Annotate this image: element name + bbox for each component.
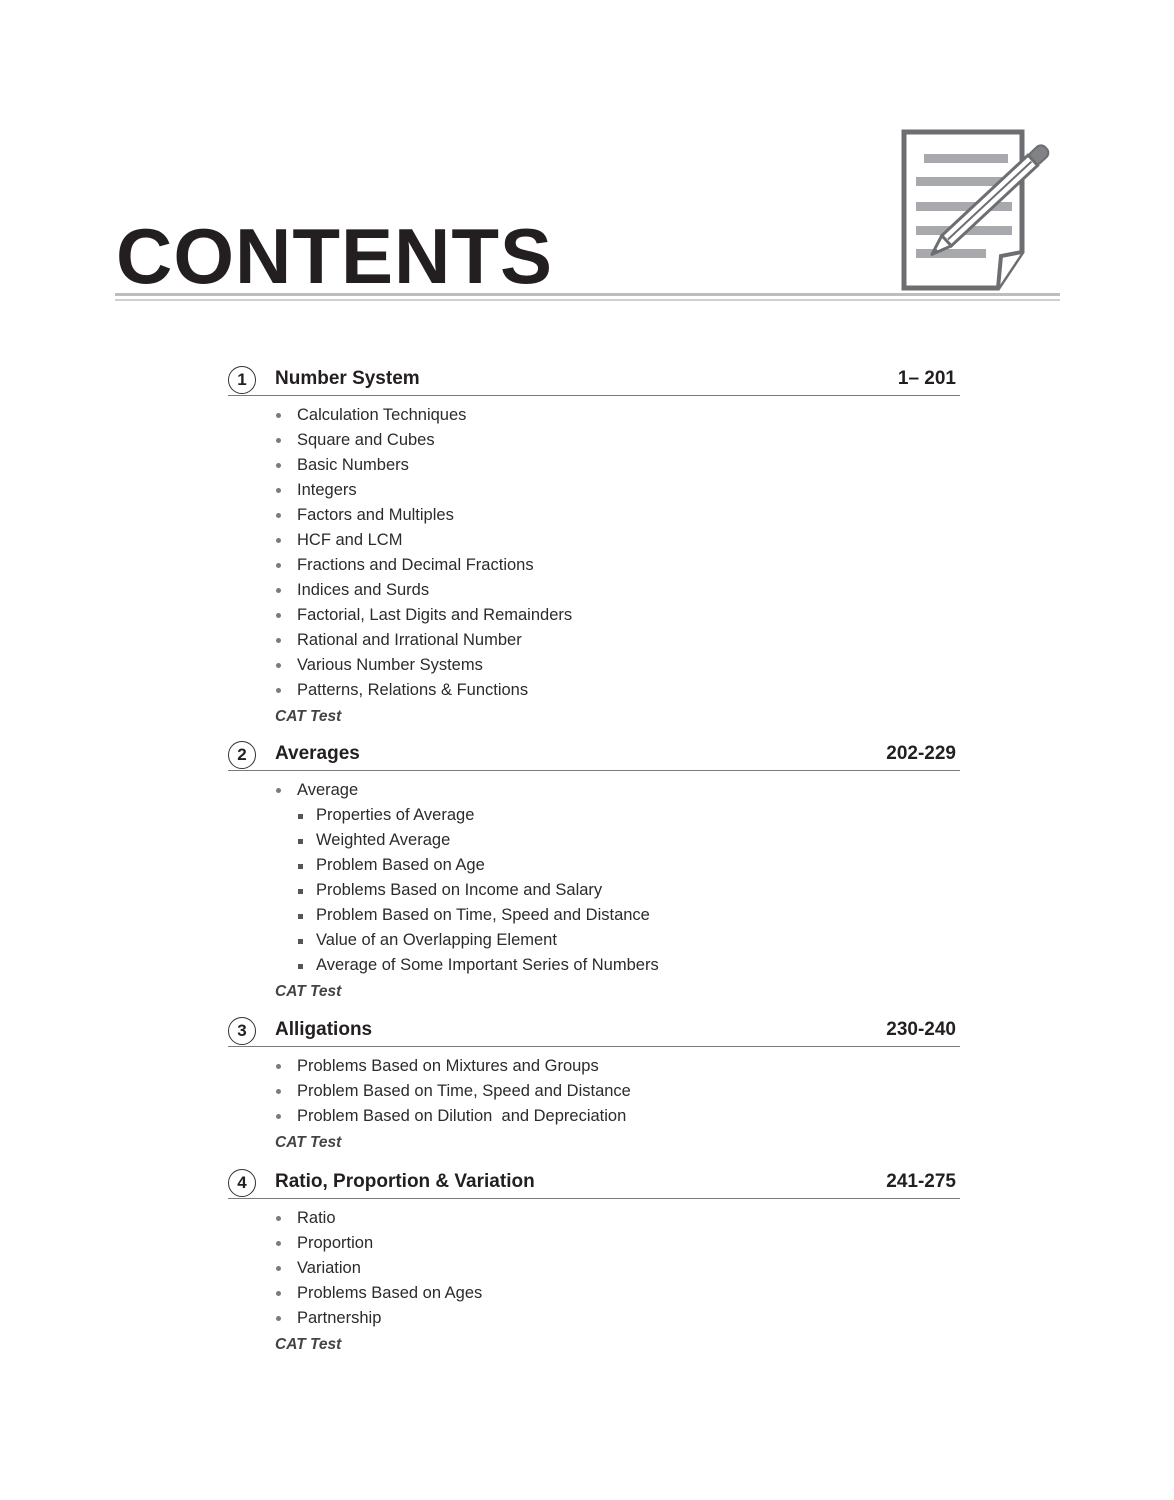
chapter-number-system xyxy=(228,365,960,730)
chapter-number-badge: 4 xyxy=(228,1169,256,1197)
square-bullet-icon xyxy=(298,914,303,919)
chapter-test-label: CAT Test xyxy=(275,983,342,1000)
topic-item xyxy=(228,478,960,503)
subtopic-label: Weighted Average xyxy=(316,831,451,849)
bullet-icon xyxy=(276,688,281,693)
chapter-test-label: CAT Test xyxy=(275,1336,342,1353)
topic-item xyxy=(228,678,960,703)
topic-item xyxy=(228,453,960,478)
topic-label: Integers xyxy=(297,481,357,499)
square-bullet-icon xyxy=(298,839,303,844)
topic-item xyxy=(228,778,960,803)
subtopic-item xyxy=(228,828,960,853)
chapter-header xyxy=(228,1168,960,1199)
topic-item xyxy=(228,1104,960,1129)
topic-label: Proportion xyxy=(297,1234,374,1252)
topic-label: Average xyxy=(297,781,359,799)
subtopic-label: Average of Some Important Series of Numbers xyxy=(316,956,659,974)
topic-item xyxy=(228,403,960,428)
topic-item xyxy=(228,1079,960,1104)
topic-label: Rational and Irrational Number xyxy=(297,631,522,649)
chapter-test-label: CAT Test xyxy=(275,1134,342,1151)
topic-item xyxy=(228,1231,960,1256)
subtopic-label: Properties of Average xyxy=(316,806,475,824)
bullet-icon xyxy=(276,663,281,668)
subtopic-item xyxy=(228,953,960,978)
square-bullet-icon xyxy=(298,864,303,869)
square-bullet-icon xyxy=(298,964,303,969)
subtopic-item xyxy=(228,878,960,903)
topic-item xyxy=(228,603,960,628)
topic-item xyxy=(228,1206,960,1231)
chapter-averages xyxy=(228,740,960,1005)
chapter-header xyxy=(228,365,960,396)
chapter-number-badge: 3 xyxy=(228,1017,256,1045)
topic-label: Various Number Systems xyxy=(297,656,483,674)
chapter-number-badge: 1 xyxy=(228,366,256,394)
bullet-icon xyxy=(276,1114,281,1119)
topic-label: Problem Based on Time, Speed and Distance xyxy=(297,1082,631,1100)
bullet-icon xyxy=(276,638,281,643)
subtopic-label: Value of an Overlapping Element xyxy=(316,931,557,949)
bullet-icon xyxy=(276,613,281,618)
bullet-icon xyxy=(276,1216,281,1221)
topic-item xyxy=(228,1281,960,1306)
topic-label: Square and Cubes xyxy=(297,431,435,449)
bullet-icon xyxy=(276,788,281,793)
bullet-icon xyxy=(276,588,281,593)
chapter-ratio-proportion-variation xyxy=(228,1168,960,1358)
bullet-icon xyxy=(276,1266,281,1271)
topic-item xyxy=(228,1256,960,1281)
topic-item xyxy=(228,428,960,453)
topic-label: Problems Based on Mixtures and Groups xyxy=(297,1057,599,1075)
chapter-title: Alligations xyxy=(275,1019,373,1040)
subtopic-item xyxy=(228,853,960,878)
topic-label: Variation xyxy=(297,1259,361,1277)
chapter-header xyxy=(228,740,960,771)
topic-item xyxy=(228,1054,960,1079)
chapter-page-range: 241-275 xyxy=(886,1171,956,1192)
topic-list xyxy=(228,1206,960,1331)
topic-label: Factorial, Last Digits and Remainders xyxy=(297,606,573,624)
topic-label: HCF and LCM xyxy=(297,531,403,549)
chapter-title: Averages xyxy=(275,743,360,764)
subtopic-item xyxy=(228,903,960,928)
topic-label: Problem Based on Dilution and Depreciation xyxy=(297,1107,627,1125)
square-bullet-icon xyxy=(298,889,303,894)
subtopic-label: Problems Based on Income and Salary xyxy=(316,881,603,899)
subtopic-label: Problem Based on Time, Speed and Distance xyxy=(316,906,650,924)
topic-list xyxy=(228,1054,960,1129)
topic-label: Problems Based on Ages xyxy=(297,1284,483,1302)
topic-list xyxy=(228,778,960,978)
bullet-icon xyxy=(276,538,281,543)
bullet-icon xyxy=(276,438,281,443)
chapter-title: Ratio, Proportion & Variation xyxy=(275,1171,535,1192)
topic-item xyxy=(228,503,960,528)
topic-label: Ratio xyxy=(297,1209,336,1227)
title-divider xyxy=(115,293,1060,301)
chapter-header xyxy=(228,1016,960,1047)
subtopic-item xyxy=(228,803,960,828)
topic-list xyxy=(228,403,960,703)
bullet-icon xyxy=(276,488,281,493)
bullet-icon xyxy=(276,513,281,518)
bullet-icon xyxy=(276,1064,281,1069)
topic-item xyxy=(228,578,960,603)
topic-label: Basic Numbers xyxy=(297,456,409,474)
bullet-icon xyxy=(276,563,281,568)
chapter-page-range: 202-229 xyxy=(886,743,956,764)
topic-item xyxy=(228,628,960,653)
page-title: CONTENTS xyxy=(116,212,553,300)
chapter-page-range: 230-240 xyxy=(886,1019,956,1040)
topic-label: Factors and Multiples xyxy=(297,506,454,524)
chapter-title: Number System xyxy=(275,368,420,389)
chapter-page-range: 1– 201 xyxy=(897,368,956,389)
topic-label: Partnership xyxy=(297,1309,382,1327)
bullet-icon xyxy=(276,463,281,468)
chapter-number-badge: 2 xyxy=(228,741,256,769)
topic-item xyxy=(228,553,960,578)
topic-item xyxy=(228,653,960,678)
subtopic-label: Problem Based on Age xyxy=(316,856,485,874)
topic-item xyxy=(228,1306,960,1331)
topic-label: Calculation Techniques xyxy=(297,406,467,424)
subtopic-item xyxy=(228,928,960,953)
document-pencil-icon xyxy=(898,126,1064,296)
bullet-icon xyxy=(276,413,281,418)
bullet-icon xyxy=(276,1291,281,1296)
chapter-alligations xyxy=(228,1016,960,1156)
topic-label: Indices and Surds xyxy=(297,581,430,599)
bullet-icon xyxy=(276,1089,281,1094)
topic-item xyxy=(228,528,960,553)
bullet-icon xyxy=(276,1241,281,1246)
square-bullet-icon xyxy=(298,939,303,944)
topic-label: Patterns, Relations & Functions xyxy=(297,681,529,699)
topic-label: Fractions and Decimal Fractions xyxy=(297,556,534,574)
bullet-icon xyxy=(276,1316,281,1321)
chapter-test-label: CAT Test xyxy=(275,708,342,725)
square-bullet-icon xyxy=(298,814,303,819)
